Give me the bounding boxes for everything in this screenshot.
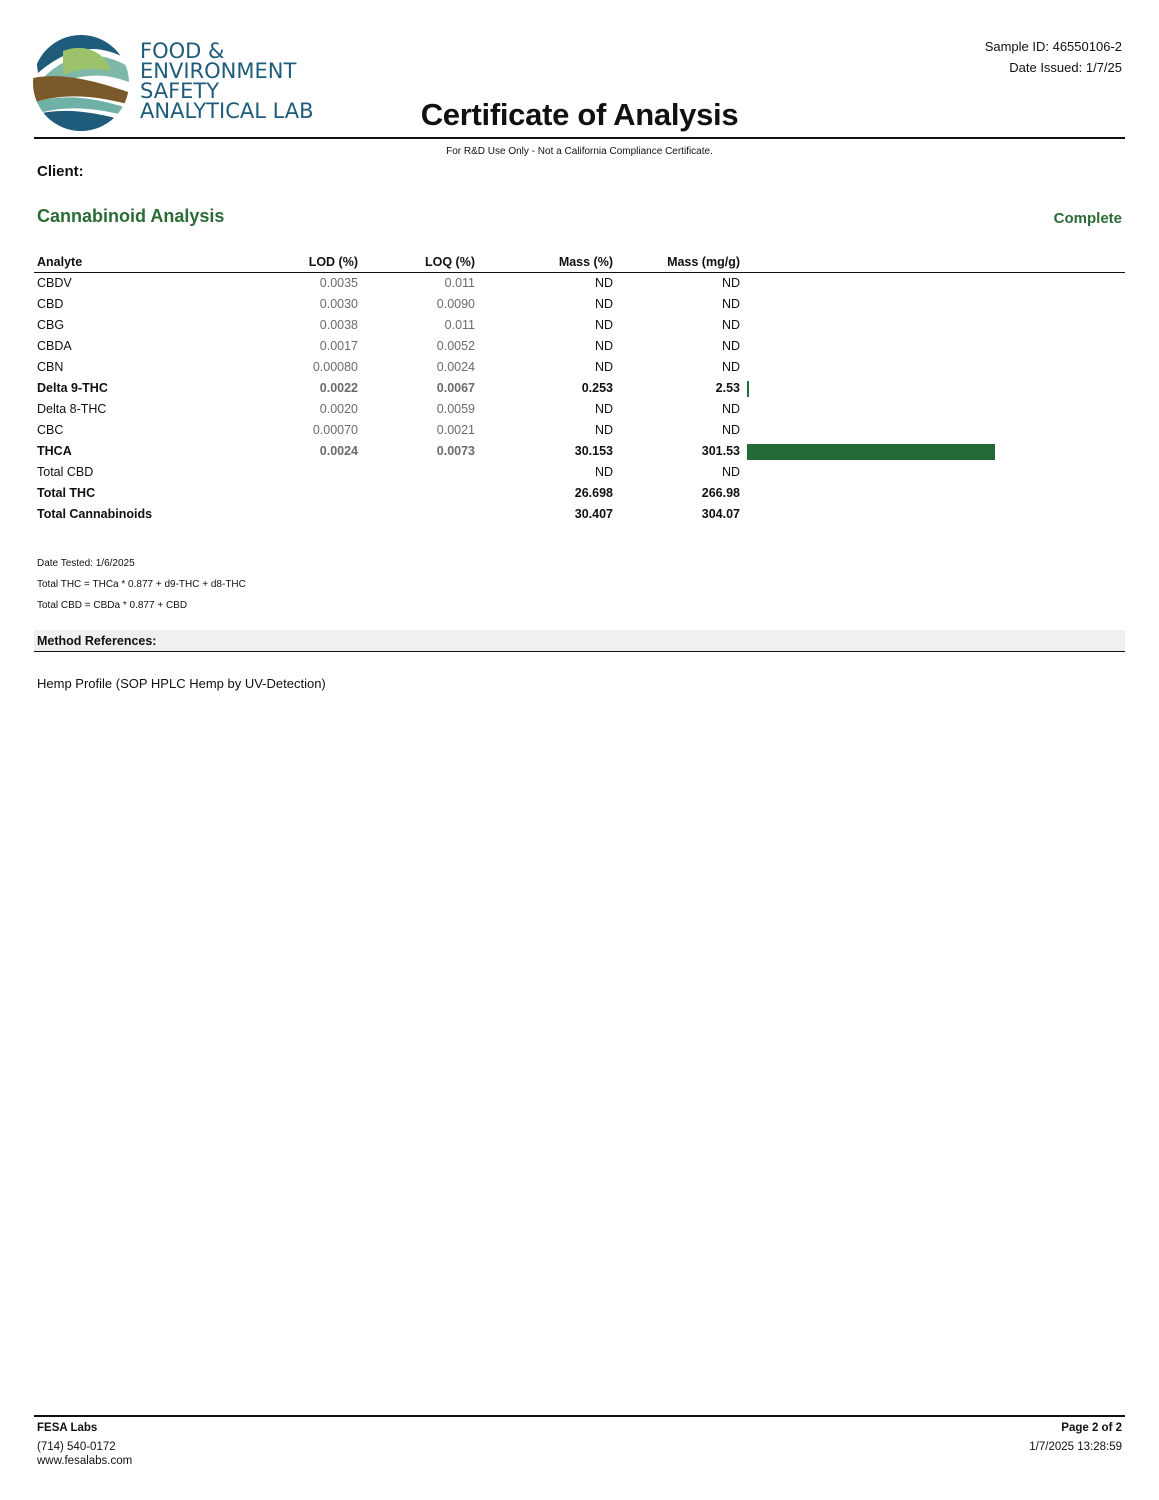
loq-cell: 0.0090: [436, 297, 475, 311]
mass-pct-cell: ND: [594, 423, 613, 437]
loq-cell: 0.0059: [436, 402, 475, 416]
mass-pct-cell: ND: [594, 318, 613, 332]
method-reference-text: Hemp Profile (SOP HPLC Hemp by UV-Detection): [37, 676, 326, 691]
mass-mg-cell: 301.53: [701, 444, 740, 458]
results-table: [34, 253, 1125, 525]
footer-right: [1029, 1421, 1122, 1454]
loq-cell: 0.0073: [436, 444, 475, 458]
table-header: [34, 253, 1125, 273]
footer-timestamp: 1/7/2025 13:28:59: [1029, 1441, 1122, 1453]
table-row: [34, 378, 1125, 399]
loq-cell: 0.0067: [436, 381, 475, 395]
loq-cell: 0.0052: [436, 339, 475, 353]
table-row: [34, 462, 1125, 483]
method-references-header: [34, 630, 1125, 652]
table-row: [34, 315, 1125, 336]
footer-company: FESA Labs: [37, 1422, 98, 1434]
mass-mg-cell: ND: [721, 402, 740, 416]
footer-website: www.fesalabs.com: [37, 1455, 133, 1467]
analyte-cell: Delta 9-THC: [37, 381, 108, 395]
mass-pct-cell: ND: [594, 360, 613, 374]
logo-line: SAFETY: [140, 79, 220, 103]
analyte-cell: Total Cannabinoids: [37, 507, 153, 521]
table-row: [34, 399, 1125, 420]
mass-mg-cell: ND: [721, 423, 740, 437]
table-row: [34, 483, 1125, 504]
method-references-label: Method References:: [37, 634, 157, 648]
mass-mg-cell: ND: [721, 318, 740, 332]
lod-cell: 0.00070: [312, 423, 358, 437]
mass-bar: [747, 444, 995, 460]
sample-id: Sample ID: 46550106-2: [984, 39, 1122, 54]
analyte-cell: THCA: [37, 444, 72, 458]
table-row: [34, 336, 1125, 357]
logo-line: FOOD &: [140, 39, 225, 63]
loq-cell: 0.0021: [436, 423, 475, 437]
page-subtitle: For R&D Use Only - Not a California Compliance Certificate.: [446, 146, 713, 157]
table-row: [34, 357, 1125, 378]
analyte-cell: CBN: [37, 360, 64, 374]
lod-cell: 0.0038: [319, 318, 358, 332]
loq-cell: 0.011: [444, 318, 475, 332]
analyte-cell: Total THC: [37, 486, 96, 500]
mass-mg-cell: 2.53: [715, 381, 740, 395]
mass-mg-cell: ND: [721, 297, 740, 311]
mass-mg-cell: 304.07: [701, 507, 740, 521]
analyte-cell: Delta 8-THC: [37, 402, 107, 416]
section-title: Cannabinoid Analysis: [37, 206, 225, 226]
lod-cell: 0.0022: [319, 381, 358, 395]
table-row: [34, 294, 1125, 315]
table-row: [34, 273, 1125, 294]
mass-mg-cell: ND: [721, 360, 740, 374]
lod-cell: 0.0017: [319, 339, 358, 353]
mass-pct-cell: ND: [594, 276, 613, 290]
column-header-mass-pct: Mass (%): [558, 255, 613, 269]
mass-pct-cell: 0.253: [581, 381, 613, 395]
mass-mg-cell: ND: [721, 339, 740, 353]
notes: [37, 553, 246, 616]
total-thc-formula: Total THC = THCa * 0.877 + d9-THC + d8-THC: [37, 579, 246, 590]
total-cbd-formula: Total CBD = CBDa * 0.877 + CBD: [37, 600, 188, 611]
header-meta: [985, 36, 1122, 78]
lod-cell: 0.0035: [319, 276, 358, 290]
loq-cell: 0.0024: [436, 360, 475, 374]
date-tested: Date Tested: 1/6/2025: [37, 558, 135, 569]
analyte-cell: CBC: [37, 423, 64, 437]
footer-left: [37, 1421, 132, 1468]
analyte-cell: CBDV: [37, 276, 72, 290]
column-header-analyte: Analyte: [37, 255, 83, 269]
mass-pct-cell: ND: [594, 339, 613, 353]
column-header-mass-mg: Mass (mg/g): [667, 255, 740, 269]
mass-mg-cell: 266.98: [701, 486, 740, 500]
footer-phone: (714) 540-0172: [37, 1441, 116, 1453]
mass-pct-cell: ND: [594, 402, 613, 416]
analyte-cell: Total CBD: [37, 465, 94, 479]
table-row: [34, 441, 1125, 462]
analyte-cell: CBDA: [37, 339, 72, 353]
status-badge: Complete: [1053, 210, 1122, 227]
title-divider: [34, 137, 1125, 139]
date-issued: Date Issued: 1/7/25: [1009, 60, 1122, 75]
logo-line: ENVIRONMENT: [140, 59, 297, 83]
mass-pct-cell: 30.153: [574, 444, 613, 458]
logo-line: ANALYTICAL LAB: [140, 99, 314, 123]
column-header-lod: LOD (%): [308, 255, 358, 269]
mass-pct-cell: 30.407: [574, 507, 613, 521]
lod-cell: 0.00080: [312, 360, 358, 374]
footer-divider: [34, 1415, 1125, 1417]
analyte-cell: CBD: [37, 297, 64, 311]
client-label: Client:: [37, 163, 84, 180]
lod-cell: 0.0024: [319, 444, 358, 458]
mass-pct-cell: ND: [594, 465, 613, 479]
mass-pct-cell: 26.698: [574, 486, 613, 500]
loq-cell: 0.011: [444, 276, 475, 290]
mass-mg-cell: ND: [721, 465, 740, 479]
mass-pct-cell: ND: [594, 297, 613, 311]
table-row: [34, 420, 1125, 441]
page-number: Page 2 of 2: [1061, 1422, 1122, 1434]
mass-bar: [747, 381, 749, 397]
table-row: [34, 504, 1125, 525]
lod-cell: 0.0030: [319, 297, 358, 311]
lod-cell: 0.0020: [319, 402, 358, 416]
column-header-loq: LOQ (%): [425, 255, 475, 269]
table-body: [34, 273, 1125, 525]
mass-mg-cell: ND: [721, 276, 740, 290]
analyte-cell: CBG: [37, 318, 65, 332]
page-title: Certificate of Analysis: [420, 97, 739, 132]
